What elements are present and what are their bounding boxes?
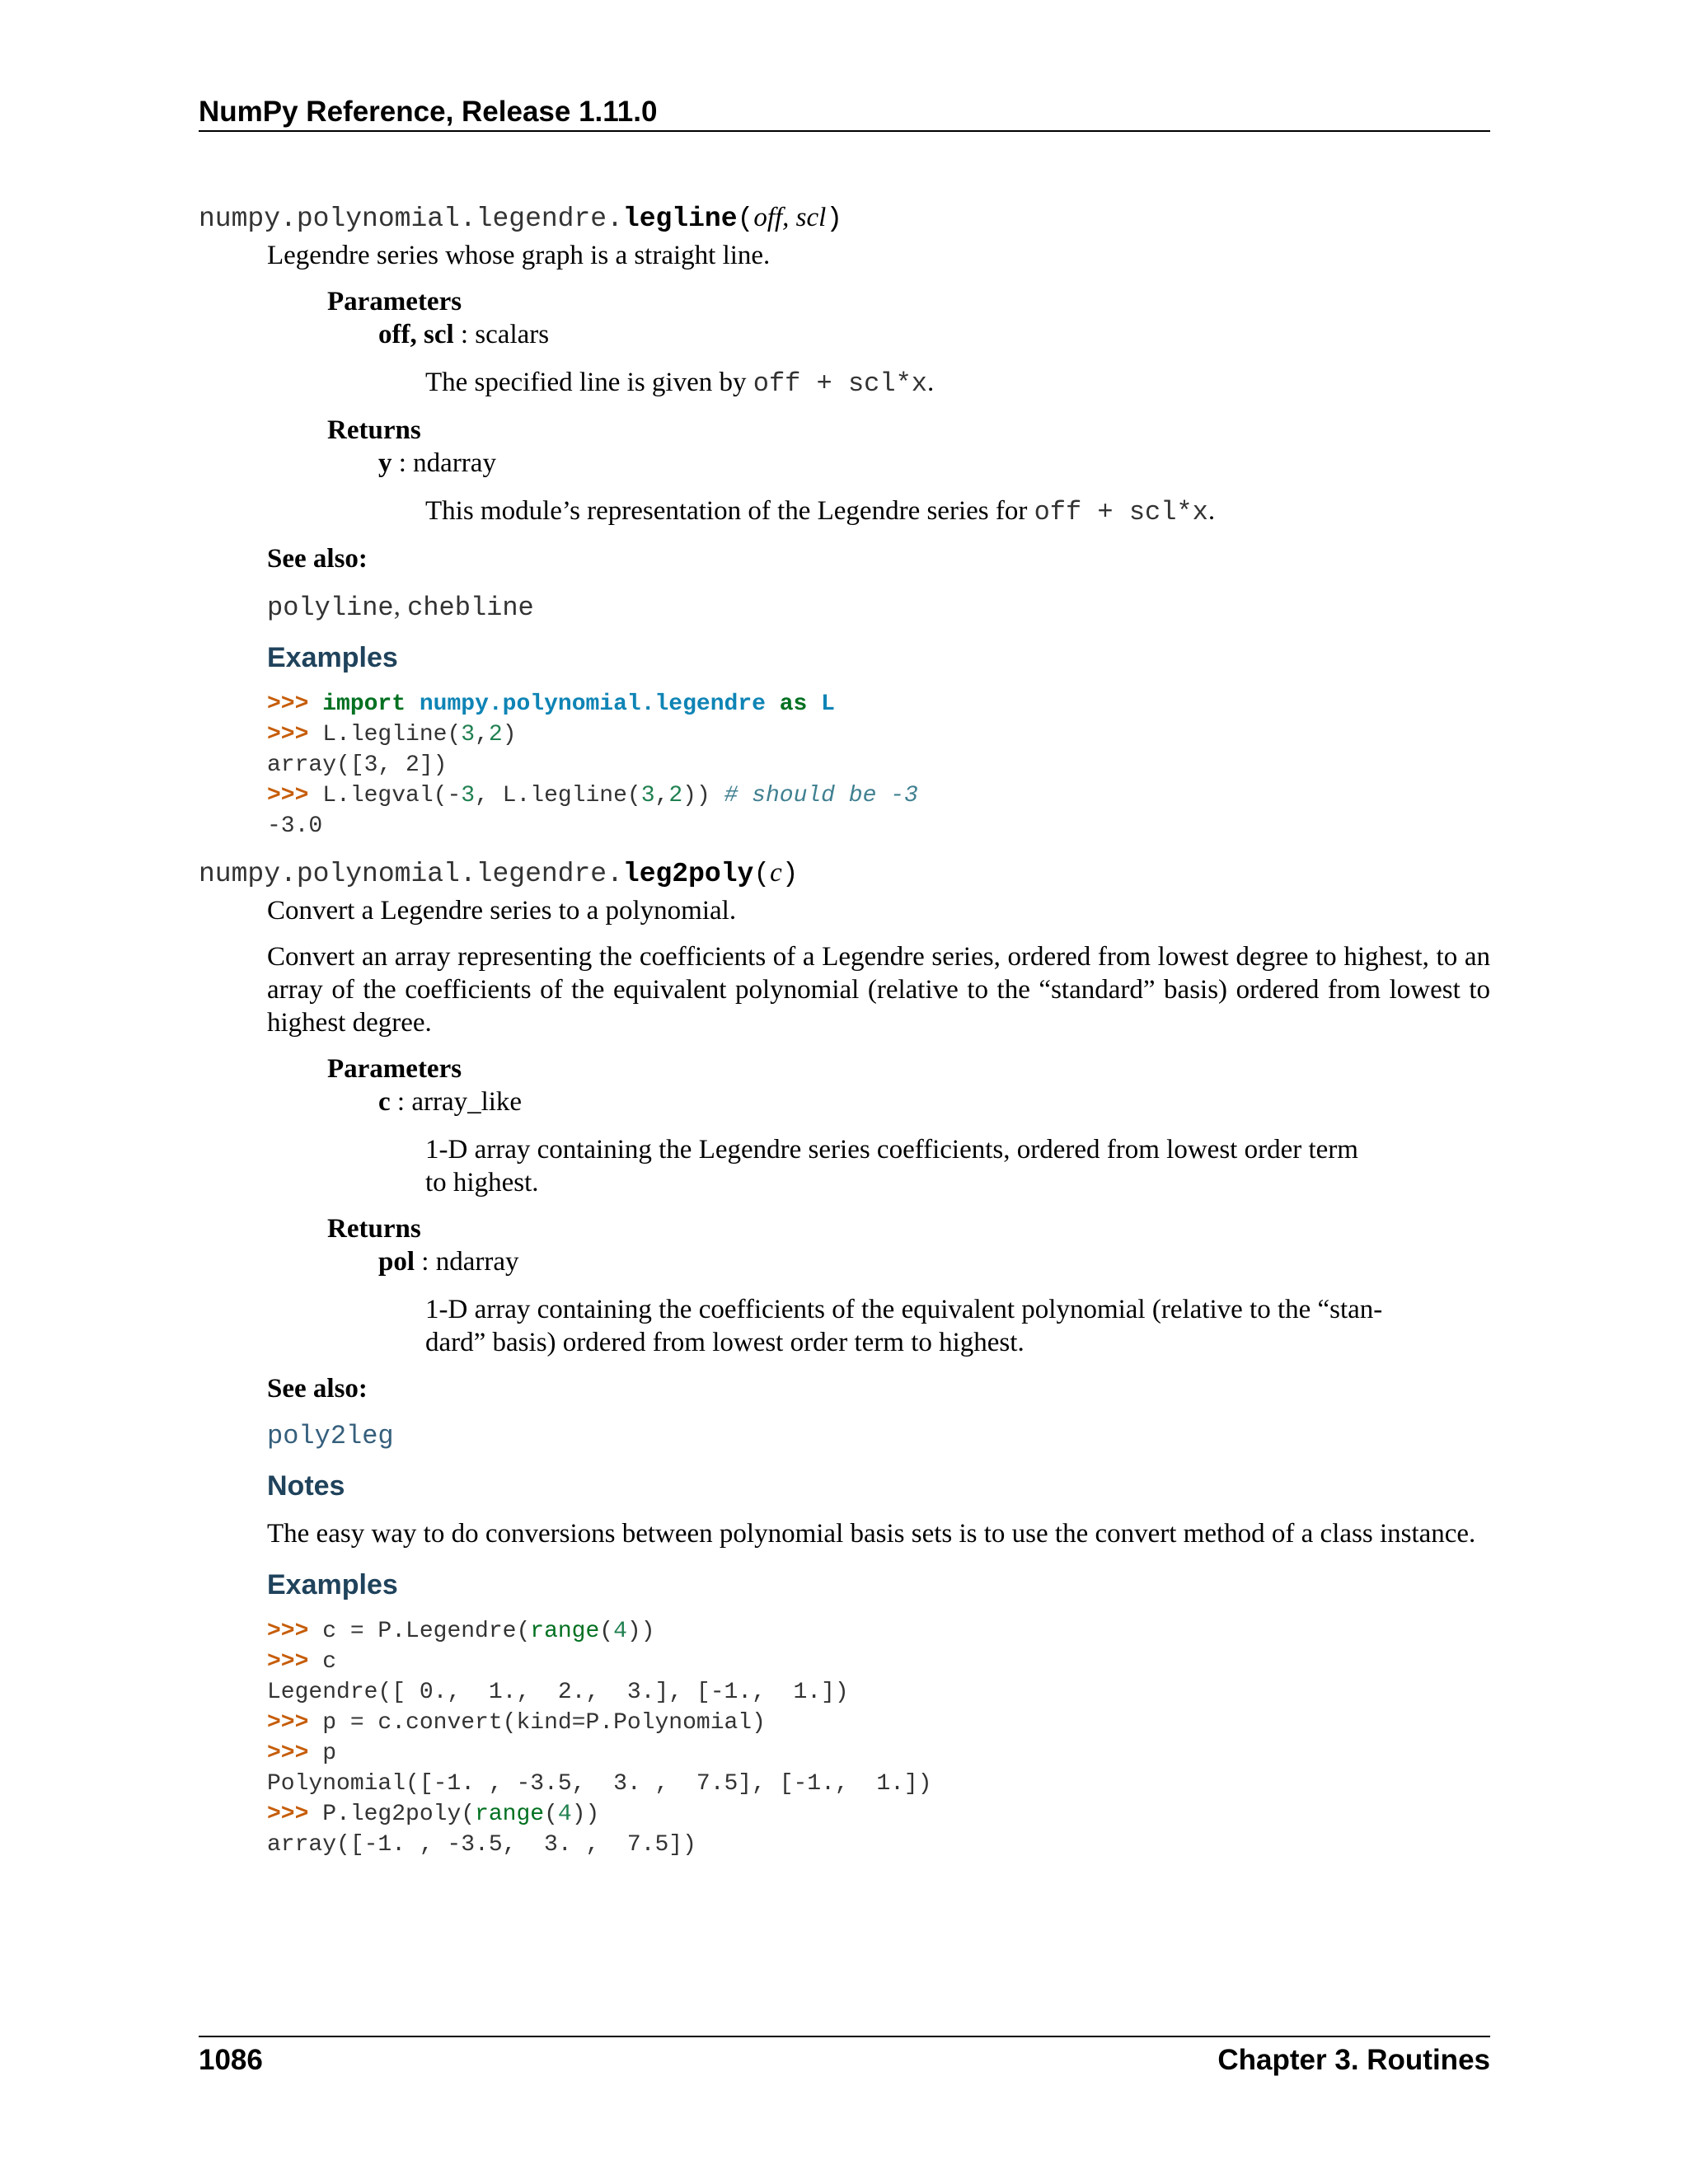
leg2poly-return-desc-line: 1-D array containing the coefficients of the equivalent polynomial (relative to the “stan- [425,1295,1383,1324]
legline-param-desc [425,366,1490,401]
code-prompt: >>> [267,1802,323,1827]
code-prompt: >>> [267,1710,323,1736]
leg2poly-param-desc [425,1133,1490,1199]
legline-return-desc-code: off + scl*x [1034,497,1208,527]
leg2poly-examples-heading: Examples [267,1569,398,1601]
code-text: c = P.Legendre( [322,1619,531,1644]
legline-parameters-heading: Parameters [327,287,462,316]
chapter-title: Chapter 3. Routines [1217,2044,1490,2076]
code-output-line: -3.0 [267,813,323,839]
code-output-line: array([-1. , -3.5, 3. , 7.5]) [267,1832,696,1858]
leg2poly-return-line [378,1245,1490,1278]
code-line [267,1647,1490,1677]
leg2poly-return-desc-line: dard” basis) ordered from lowest order term to highest. [425,1328,1025,1357]
leg2poly-summary: Convert a Legendre series to a polynomial. [267,896,737,926]
code-builtin: range [530,1619,600,1644]
code-text: )) [682,783,724,808]
see-also-link-poly2leg[interactable]: poly2leg [267,1421,394,1451]
leg2poly-function-name: leg2poly [622,859,754,889]
leg2poly-see-also-links [267,1420,1490,1453]
legline-examples-heading: Examples [267,642,398,673]
code-prompt: >>> [267,1741,323,1766]
leg2poly-param-name: c [378,1087,391,1117]
leg2poly-param-desc-line: 1-D array containing the Legendre series coefficients, ordered from lowest order term [425,1135,1358,1165]
code-number: 4 [613,1619,627,1644]
code-keyword: as [779,691,808,717]
legline-entry [199,199,1490,841]
code-text: L.legline( [322,722,462,748]
code-text: , L.legline( [475,783,641,808]
footer-rule [199,2036,1490,2037]
leg2poly-parameters-heading: Parameters [327,1054,462,1084]
code-number: 4 [557,1802,572,1827]
code-text: , [654,783,669,808]
leg2poly-param-desc-line: to highest. [425,1168,539,1197]
page-number: 1086 [199,2044,263,2076]
leg2poly-signature [199,855,1490,893]
code-number: 3 [640,783,655,808]
legline-param-line [378,318,1490,351]
legline-param-type: : scalars [453,320,550,349]
leg2poly-entry [199,855,1490,1860]
leg2poly-return-type: : ndarray [415,1247,519,1277]
legline-return-name: y [378,448,392,478]
leg2poly-returns-heading: Returns [327,1214,421,1244]
legline-module-prefix: numpy.polynomial.legendre. [199,204,623,234]
code-text: p [322,1741,337,1766]
legline-return-line [378,447,1490,480]
legline-see-also-heading: See also: [267,544,368,574]
running-header: NumPy Reference, Release 1.11.0 [199,96,658,128]
code-text: , [475,722,489,748]
legline-return-type: : ndarray [392,448,496,478]
leg2poly-code-block [267,1616,1490,1860]
code-number: 3 [461,722,476,748]
leg2poly-module-prefix: numpy.polynomial.legendre. [199,859,623,889]
code-line [267,1738,1490,1769]
code-text: )) [626,1619,655,1644]
see-also-link-chebline[interactable]: chebline [407,593,534,623]
code-number: 2 [668,783,683,808]
code-line [267,689,1490,719]
close-paren: ) [781,859,799,889]
leg2poly-notes-text: The easy way to do conversions between polynomial basis sets is to use the convert method of a class instance. [267,1519,1476,1549]
legline-params: off, scl [753,203,827,232]
leg2poly-param-type: : array_like [390,1087,523,1117]
page-content [199,199,1490,1860]
code-line [267,1799,1490,1830]
code-prompt: >>> [267,1619,323,1644]
code-number: 2 [488,722,503,748]
leg2poly-see-also-heading: See also: [267,1374,368,1404]
code-text: )) [571,1802,600,1827]
code-comment: # should be -3 [724,783,918,808]
code-text: ( [599,1619,614,1644]
code-namespace: numpy.polynomial.legendre [419,691,766,717]
code-output-line: Polynomial([-1. , -3.5, 3. , 7.5], [-1., 1.]) [267,1771,932,1797]
code-prompt: >>> [267,722,323,748]
leg2poly-params: c [770,858,782,888]
code-keyword: import [322,691,406,717]
code-output-line: Legendre([ 0., 1., 2., 3.], [-1., 1.]) [267,1680,849,1705]
code-prompt: >>> [267,691,323,717]
legline-function-name: legline [622,204,738,234]
leg2poly-return-desc [425,1293,1490,1359]
legline-param-desc-text: The specified line is given by [425,368,753,397]
code-text: c [322,1649,337,1675]
legline-return-desc-text: This module’s representation of the Legendre series for [425,496,1034,526]
code-builtin: range [475,1802,545,1827]
legline-param-desc-code: off + scl*x [753,368,927,399]
code-line [267,780,1490,811]
see-also-link-polyline[interactable]: polyline [267,593,394,623]
leg2poly-notes-heading: Notes [267,1470,345,1502]
leg2poly-param-line [378,1085,1490,1118]
legline-param-name: off, scl [378,320,454,349]
code-namespace: L [821,691,835,717]
legline-code-block [267,689,1490,841]
leg2poly-return-name: pol [378,1247,415,1277]
open-paren: ( [737,204,754,234]
leg2poly-body [267,894,1490,1860]
legline-returns-heading: Returns [327,415,421,445]
code-output-line: array([3, 2]) [267,752,448,778]
see-also-separator: , [393,592,408,621]
code-line [267,719,1490,750]
close-paren: ) [826,204,843,234]
leg2poly-description: Convert an array representing the coefficients of a Legendre series, ordered from lowest degree to highest, to an array of the coefficients of the equivalent polynomial (relative to the “standard” basis) ordered from lowest to highest degree. [267,942,1490,1038]
legline-summary: Legendre series whose graph is a straight line. [267,241,771,270]
legline-return-desc-end: . [1207,496,1216,526]
code-text: ( [544,1802,558,1827]
code-text: P.leg2poly( [322,1802,476,1827]
code-text: p = c.convert(kind=P.Polynomial) [322,1710,766,1736]
code-number: 3 [461,783,476,808]
legline-param-desc-end: . [926,368,935,397]
legline-signature [199,199,1490,237]
legline-body [267,239,1490,841]
code-text: L.legval(- [322,783,462,808]
code-line [267,1708,1490,1738]
open-paren: ( [753,859,771,889]
code-prompt: >>> [267,783,323,808]
legline-return-desc [425,494,1490,529]
legline-see-also-links [267,590,1490,625]
header-rule [199,130,1490,132]
code-text: ) [502,722,517,748]
code-line [267,1616,1490,1647]
code-prompt: >>> [267,1649,323,1675]
running-footer [199,2042,1490,2079]
